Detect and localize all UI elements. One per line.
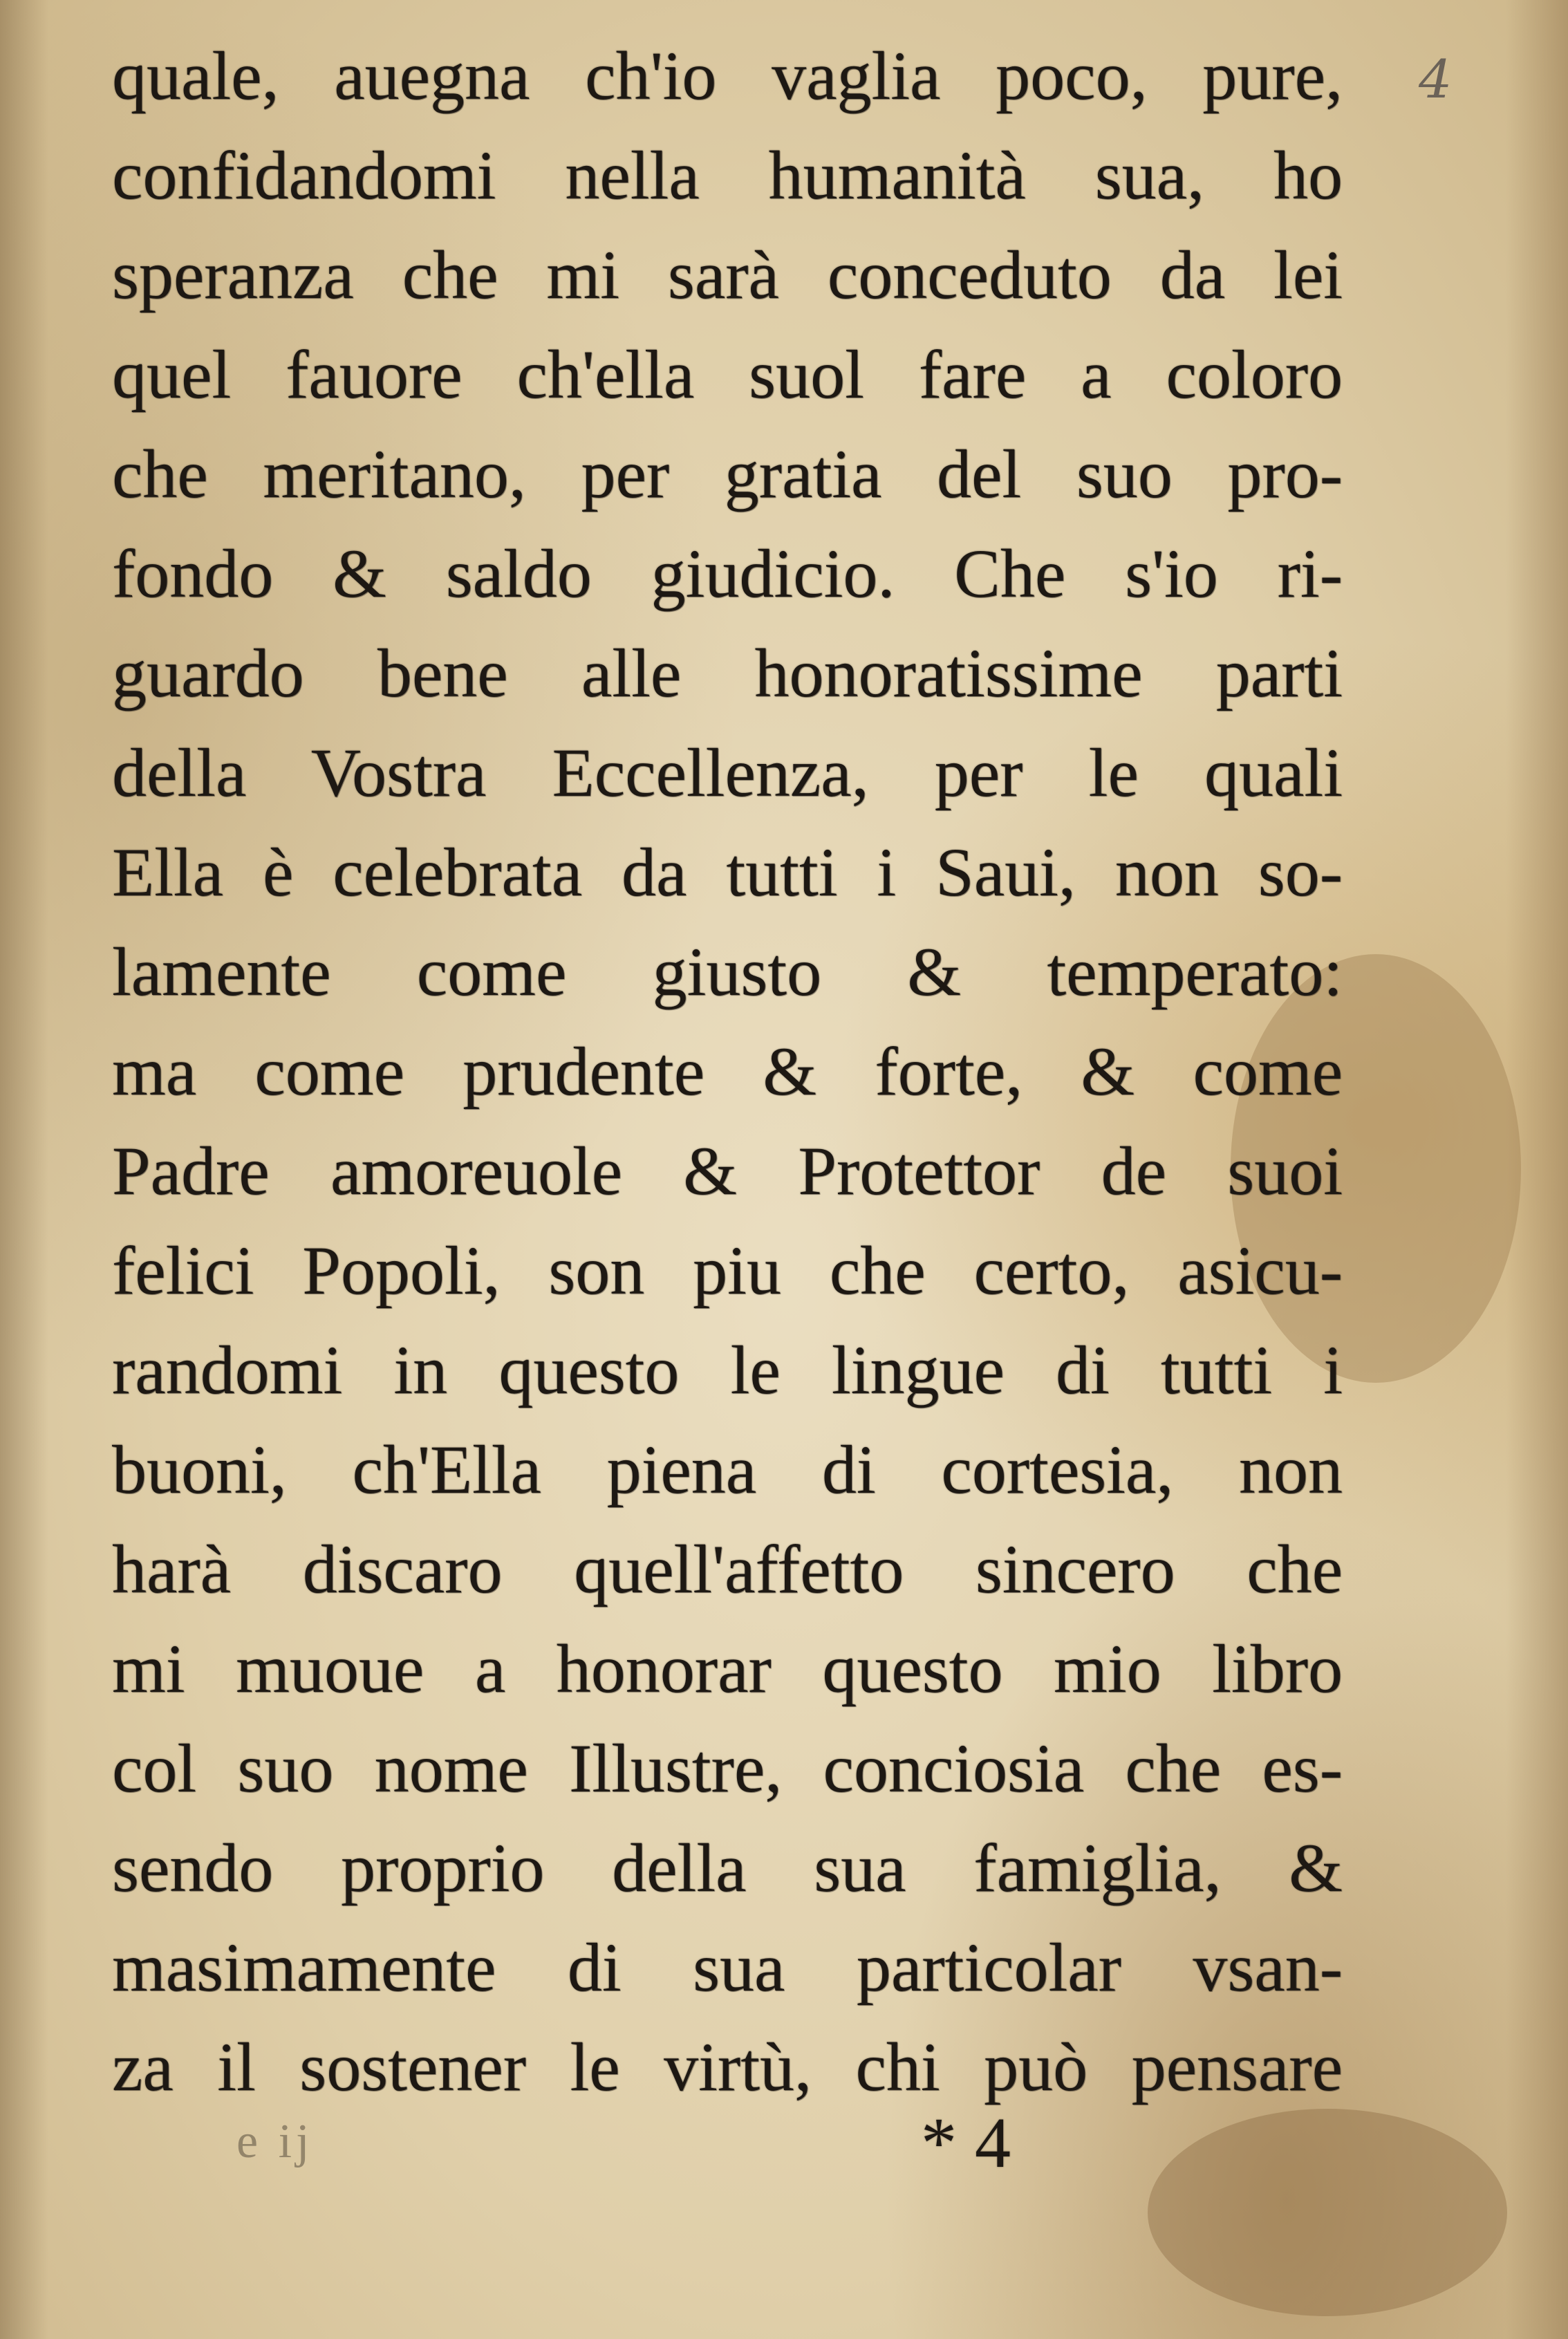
signature-mark: * 4 xyxy=(921,2103,1011,2183)
text-line: masimamente di sua particolar vsan- xyxy=(112,1929,1343,2006)
text-line: za il sostener le virtù, chi può pensare xyxy=(112,2029,1343,2105)
text-line: confidandomi nella humanità sua, ho xyxy=(112,137,1343,214)
text-line: buoni, ch'Ella piena di cortesia, non xyxy=(112,1431,1343,1508)
text-line: quale, auegna ch'io vaglia poco, pure, xyxy=(112,37,1343,114)
text-line: fondo & saldo giudicio. Che s'io ri- xyxy=(112,535,1343,612)
text-line: felici Popoli, son piu che certo, asicu- xyxy=(112,1232,1343,1309)
faint-mark: e ij xyxy=(236,2115,314,2168)
text-line: ma come prudente & forte, & come xyxy=(112,1033,1343,1110)
page-edge-shadow-left xyxy=(0,0,48,2339)
text-line: mi muoue a honorar questo mio libro xyxy=(112,1630,1343,1707)
text-line: della Vostra Eccellenza, per le quali xyxy=(112,734,1343,811)
page-footer xyxy=(112,2102,1343,2199)
text-line: col suo nome Illustre, conciosia che es- xyxy=(112,1730,1343,1807)
text-block xyxy=(112,26,1343,2117)
margin-page-note: 4 xyxy=(1419,48,1453,110)
text-line: harà discaro quell'affetto sincero che xyxy=(112,1531,1343,1608)
text-line: guardo bene alle honoratissime parti xyxy=(112,635,1343,711)
text-line: Ella è celebrata da tutti i Saui, non so- xyxy=(112,834,1343,911)
text-line: speranza che mi sarà conceduto da lei xyxy=(112,236,1343,313)
text-line: quel fauore ch'ella suol fare a coloro xyxy=(112,336,1343,413)
text-line: sendo proprio della sua famiglia, & xyxy=(112,1829,1343,1906)
text-line: lamente come giusto & temperato: xyxy=(112,933,1343,1010)
text-line: Padre amoreuole & Protettor de suoi xyxy=(112,1133,1343,1209)
text-line: che meritano, per gratia del suo pro- xyxy=(112,436,1343,512)
text-line: randomi in questo le lingue di tutti i xyxy=(112,1332,1343,1408)
